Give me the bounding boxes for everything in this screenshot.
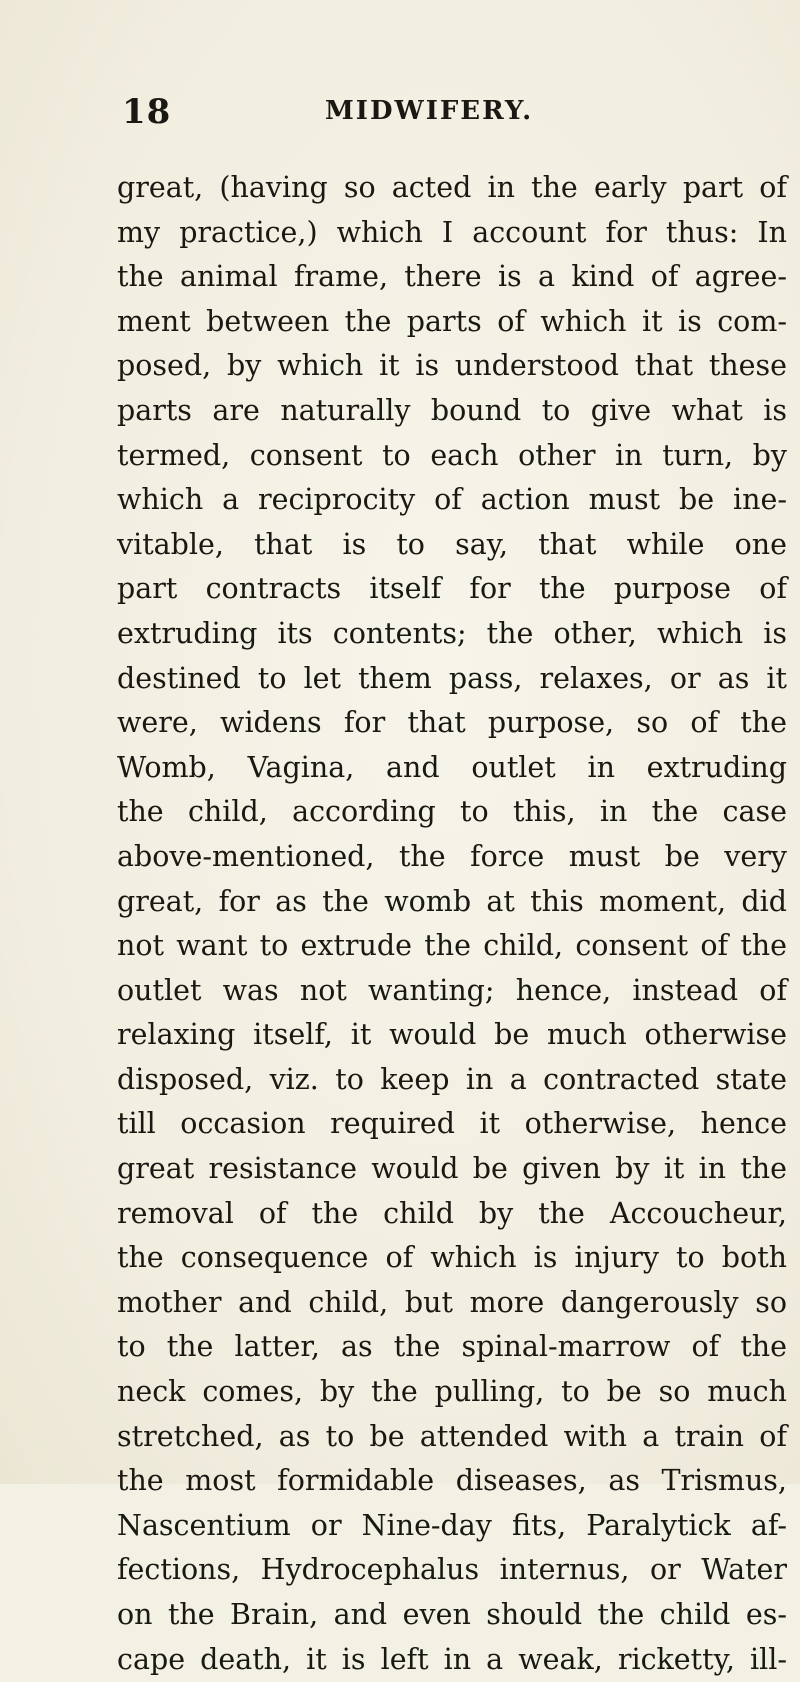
text-line: fections, Hydrocephalus internus, or Water: [117, 1553, 787, 1587]
text-line: great, for as the womb at this moment, did: [117, 884, 787, 918]
text-line: disposed, viz. to keep in a contracted state: [117, 1062, 787, 1096]
text-line: termed, consent to each other in turn, by: [117, 438, 787, 472]
text-line: the most formidable diseases, as Trismus,: [117, 1464, 787, 1498]
text-line: great resistance would be given by it in the: [117, 1152, 787, 1186]
text-line: were, widens for that purpose, so of the: [117, 706, 787, 740]
text-line: stretched, as to be attended with a train of: [117, 1419, 787, 1453]
text-line: part contracts itself for the purpose of: [117, 572, 787, 606]
text-line: Nascentium or Nine-day fits, Paralytick af-: [117, 1508, 787, 1542]
text-line: my practice,) which I account for thus: In: [117, 215, 787, 249]
running-title: MIDWIFERY.: [325, 96, 534, 126]
text-line: ment between the parts of which it is com-: [117, 304, 787, 338]
text-line: the consequence of which is injury to both: [117, 1241, 787, 1275]
text-line: not want to extrude the child, consent of the: [117, 929, 787, 963]
text-line: extruding its contents; the other, which is: [117, 616, 787, 650]
text-line: removal of the child by the Accoucheur,: [117, 1196, 787, 1230]
text-line: above-mentioned, the force must be very: [117, 839, 787, 873]
text-line: relaxing itself, it would be much otherwise: [117, 1018, 787, 1052]
text-line: outlet was not wanting; hence, instead of: [117, 973, 787, 1007]
text-line: Womb, Vagina, and outlet in extruding: [117, 750, 787, 784]
text-line: the animal frame, there is a kind of agree-: [117, 260, 787, 294]
text-line: posed, by which it is understood that these: [117, 349, 787, 383]
text-line: parts are naturally bound to give what is: [117, 393, 787, 427]
text-line: till occasion required it otherwise, hence: [117, 1107, 787, 1141]
page-number: 18: [122, 92, 172, 132]
text-line: which a reciprocity of action must be ine-: [117, 483, 787, 517]
body-text: [117, 166, 787, 1682]
text-line: the child, according to this, in the case: [117, 795, 787, 829]
text-line: mother and child, but more dangerously so: [117, 1285, 787, 1319]
text-line: vitable, that is to say, that while one: [117, 527, 787, 561]
text-line: cape death, it is left in a weak, ricketty, ill-: [117, 1642, 787, 1676]
running-head: [0, 92, 800, 132]
text-line: great, (having so acted in the early part of: [117, 171, 787, 204]
text-line: on the Brain, and even should the child es-: [117, 1598, 787, 1631]
text-line: neck comes, by the pulling, to be so much: [117, 1375, 787, 1409]
text-line: to the latter, as the spinal-marrow of the: [117, 1330, 787, 1364]
text-line: destined to let them pass, relaxes, or as it: [117, 661, 787, 695]
